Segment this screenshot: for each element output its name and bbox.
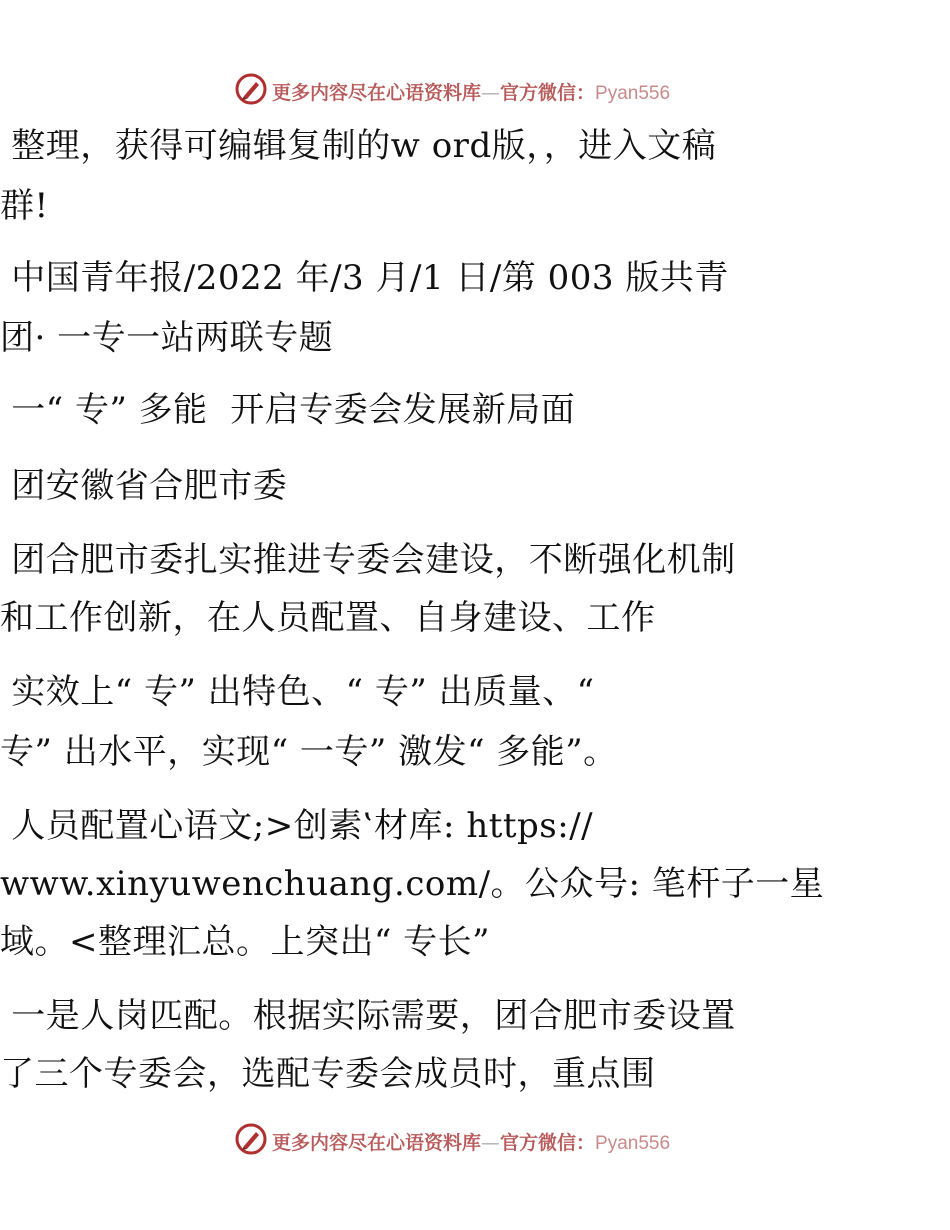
watermark-wechat-id: Pyan556 [595,83,671,104]
watermark-dash: — [481,82,501,104]
watermark-text [272,1128,670,1155]
text-line: 实效上“ 专” 出特色、“ 专” 出质量、“ [0,672,595,712]
text-line: 团安徽省合肥市委 [0,466,288,506]
text-line: 了三个专委会，选配专委会成员时，重点围 [0,1054,656,1094]
text-line: 一是人岗匹配。根据实际需要，团合肥市委设置 [0,996,736,1036]
text-line: www.xinyuwenchuang.com/。公众号: 笔杆子一星 [0,864,825,904]
text-line: 团合肥市委扎实推进专委会建设，不断强化机制 [0,540,736,580]
watermark-dash: — [481,1132,501,1154]
text-line: 团· 一专一站两联专题 [0,318,334,358]
text-line: 域。<整理汇总。上突出“ 专长” [0,922,491,962]
text-line: 人员配置心语文;>创素‛材库: https:// [0,806,594,846]
text-line: 一“ 专” 多能 开启专委会发展新局面 [0,390,576,430]
footer-watermark [0,1120,950,1160]
text-line: 整理，获得可编辑复制的w ord版，，进入文稿 [0,126,717,166]
watermark-label: 官方微信： [500,1132,596,1154]
text-line: 和工作创新，在人员配置、自身建设、工作 [0,598,656,638]
watermark-main-text: 更多内容尽在心语资料库 [272,82,482,104]
watermark-main-text: 更多内容尽在心语资料库 [272,1132,482,1154]
watermark-label: 官方微信： [500,82,596,104]
watermark-wechat-id: Pyan556 [595,1133,671,1154]
text-line: 中国青年报/2022 年/3 月/1 日/第 003 版共青 [0,258,729,298]
pen-logo-icon [234,1122,268,1156]
text-line: 群! [0,186,49,226]
text-line: 专” 出水平，实现“ 一专” 激发“ 多能”。 [0,732,618,772]
